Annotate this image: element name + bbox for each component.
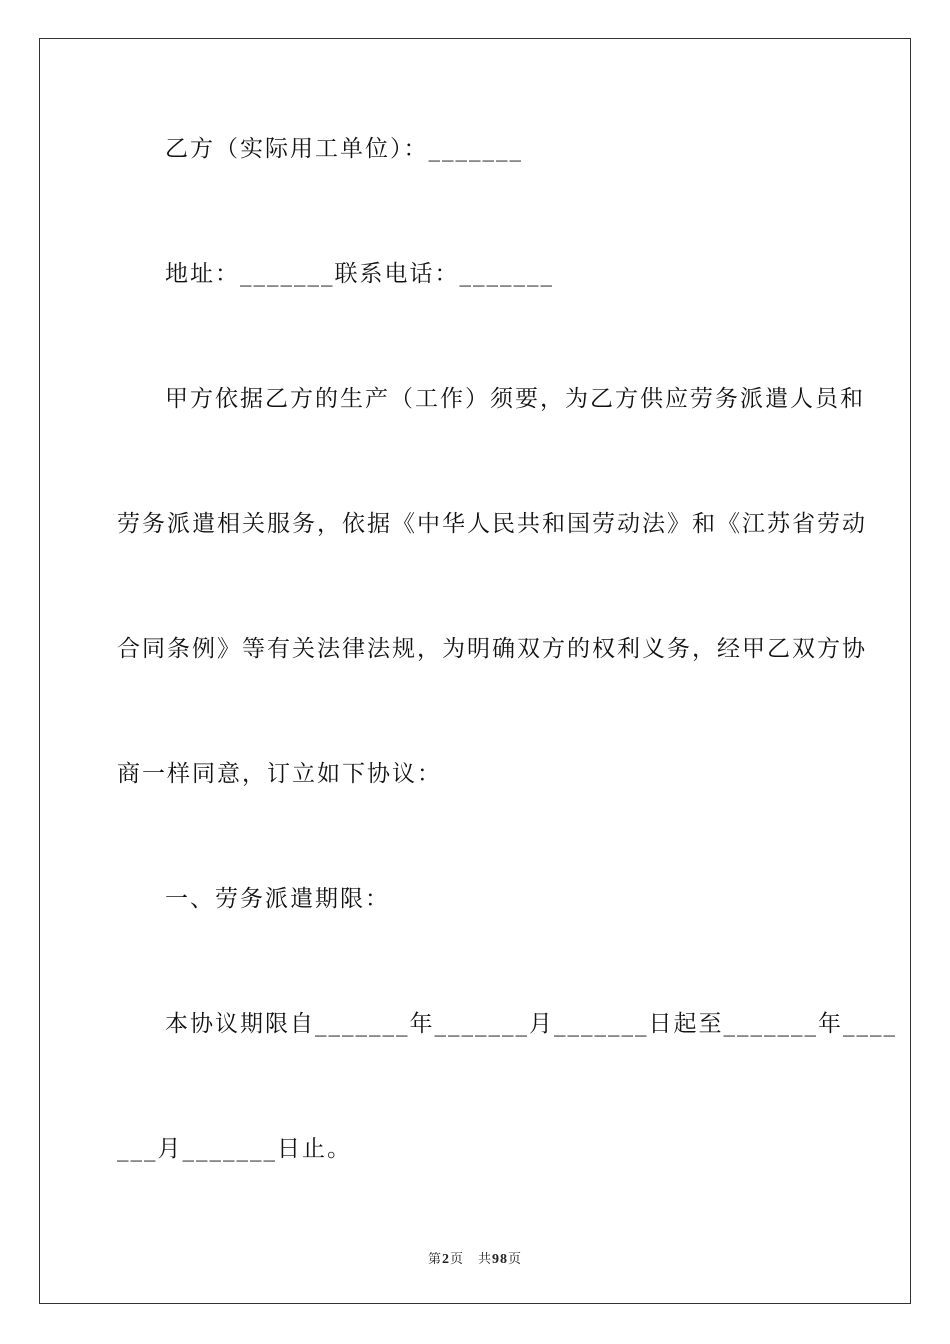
text-line-address-phone: 地址：_______联系电话：_______ [165, 261, 554, 287]
text-line-paragraph-4: 商一样同意，订立如下协议： [117, 761, 442, 787]
text-line-paragraph-3: 合同条例》等有关法律法规，为明确双方的权利义务，经甲乙双方协 [117, 636, 867, 662]
text-line-term-1: 本协议期限自_______年_______月_______日起至_______年____ [165, 1011, 897, 1037]
footer-total-suffix: 页 [508, 1252, 523, 1267]
footer-page-number: 2 [441, 1252, 450, 1267]
text-line-paragraph-2: 劳务派遣相关服务，依据《中华人民共和国劳动法》和《江苏省劳动 [117, 511, 867, 537]
page-border [39, 38, 911, 1304]
footer-total-pages: 98 [492, 1252, 509, 1267]
footer-page-prefix: 第 [427, 1252, 442, 1267]
text-line-term-2: ___月_______日止。 [117, 1136, 352, 1162]
footer-total-prefix: 共 [478, 1252, 493, 1267]
text-line-paragraph-1: 甲方依据乙方的生产（工作）须要，为乙方供应劳务派遣人员和 [165, 386, 865, 412]
section-heading-term: 一、劳务派遣期限： [165, 886, 390, 912]
footer-page-suffix: 页 [449, 1252, 464, 1267]
page-footer [0, 1248, 950, 1268]
text-line-party-b: 乙方（实际用工单位）：_______ [165, 136, 523, 162]
